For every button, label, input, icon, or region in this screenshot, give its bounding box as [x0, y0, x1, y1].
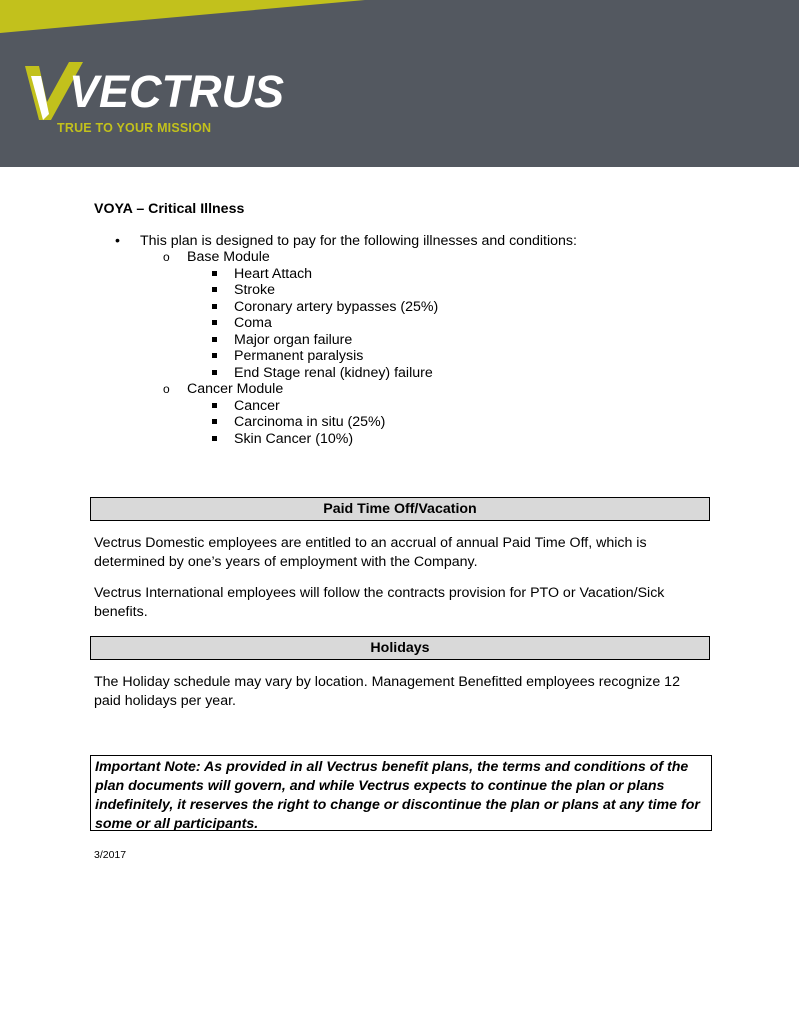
circle-bullet-icon: o [163, 250, 170, 264]
condition-label: Permanent paralysis [234, 348, 364, 364]
square-bullet-icon [212, 304, 217, 309]
logo-wordmark: VECTRUS [69, 66, 285, 117]
square-bullet-icon [212, 337, 217, 342]
illness-list [94, 233, 714, 448]
condition-label: Coma [234, 315, 272, 331]
square-bullet-icon [212, 353, 217, 358]
logo-tagline: TRUE TO YOUR MISSION [57, 121, 212, 135]
condition-label: Heart Attach [234, 265, 313, 282]
list-item [187, 414, 714, 431]
module-name: Cancer Module [187, 381, 284, 397]
condition-label: Cancer [234, 397, 280, 414]
page-header [0, 0, 799, 167]
section-title: VOYA – Critical Illness [94, 201, 245, 217]
square-bullet-icon [212, 320, 217, 325]
pto-paragraph-domestic: Vectrus Domestic employees are entitled to an accrual of annual Paid Time Off, which is determined by one’s years of employment with the Company. [94, 535, 647, 570]
condition-list [187, 398, 714, 448]
square-bullet-icon [212, 370, 217, 375]
list-item [187, 266, 714, 283]
list-item [187, 348, 714, 365]
module-list [140, 249, 714, 447]
list-item [187, 299, 714, 316]
list-item [187, 332, 714, 349]
square-bullet-icon [212, 436, 217, 441]
module-name: Base Module [187, 249, 270, 265]
holidays-heading-bar: Holidays [90, 636, 710, 660]
list-item [187, 282, 714, 299]
condition-label: End Stage renal (kidney) failure [234, 364, 433, 381]
condition-label: Carcinoma in situ (25%) [234, 414, 386, 430]
condition-list [187, 266, 714, 382]
list-item [187, 365, 714, 382]
square-bullet-icon [212, 419, 217, 424]
condition-label: Coronary artery bypasses (25%) [234, 298, 439, 315]
list-item [187, 315, 714, 332]
condition-label: Skin Cancer (10%) [234, 430, 354, 447]
critical-illness-section [94, 201, 714, 447]
module-item [140, 381, 714, 447]
square-bullet-icon [212, 403, 217, 408]
vectrus-logo [25, 62, 285, 142]
list-intro: This plan is designed to pay for the following illnesses and conditions: [140, 232, 577, 249]
pto-paragraph-international: Vectrus International employees will follow the contracts provision for PTO or Vacation/Sick benefits. [94, 585, 665, 620]
circle-bullet-icon: o [163, 382, 170, 396]
condition-label: Stroke [234, 282, 276, 298]
important-note-box: Important Note: As provided in all Vectrus benefit plans, the terms and conditions of the plan documents will govern, and while Vectrus expects to continue the plan or plans indefinitely, it reserves the right to change or discontinue the plan or plans at any time for some or all participants. [90, 755, 712, 831]
square-bullet-icon [212, 271, 217, 276]
square-bullet-icon [212, 287, 217, 292]
list-item [94, 233, 714, 448]
list-item [187, 431, 714, 448]
condition-label: Major organ failure [234, 331, 353, 348]
list-item [187, 398, 714, 415]
bullet-icon: • [115, 232, 120, 249]
pto-heading-bar: Paid Time Off/Vacation [90, 497, 710, 521]
module-item [140, 249, 714, 381]
document-date: 3/2017 [94, 849, 127, 861]
holidays-paragraph: The Holiday schedule may vary by location. Management Benefitted employees recognize 12 paid holidays per year. [94, 674, 680, 709]
